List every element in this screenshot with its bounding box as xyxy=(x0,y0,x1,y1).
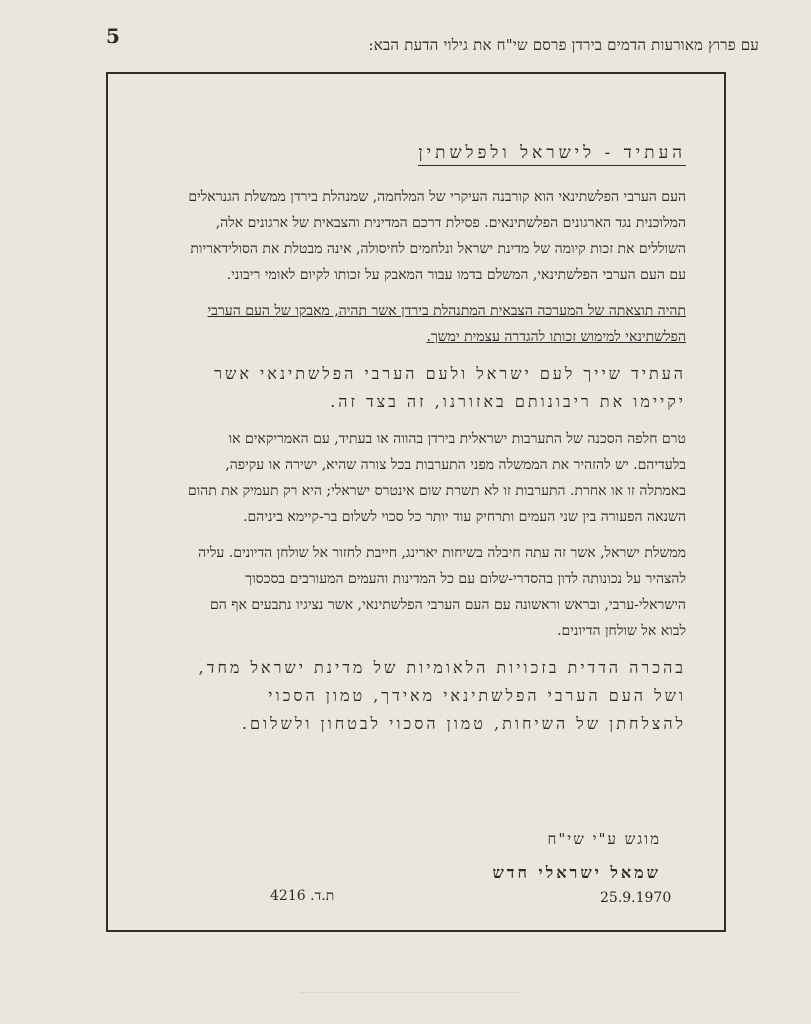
title-text: העתיד - לישראל ולפלשתין xyxy=(418,143,686,166)
signature-block xyxy=(492,830,661,883)
bleed-through-mark xyxy=(300,992,520,1003)
paragraph-1: העם הערבי הפלשתינאי הוא קורבנה העיקרי של המלחמה, שמנהלת בירדן ממשלת הגנראלים המלוכנית נגד הארגונים הפלשתינאים. פסילת דרכם המדינית והצבאית של ארגונים אלה, השוללים את זכות קיומה של מדינת ישראל ונלחמים לחיסולה, אינה מבטלת את הסולידאריות עם העם הערבי הפלשתינאי, המשלם בדמו עבור המאבק על זכותו לקיום לאומי ריבוני. xyxy=(188,189,686,283)
document-content xyxy=(186,140,686,748)
header-line: עם פרוץ מאורעות הדמים בירדן פרסם שי"ח את גילוי הדעת הבא: xyxy=(368,36,759,54)
paragraph-4: טרם חלפה הסכנה של התערבות ישראלית בירדן בהווה או בעתיד, עם האמריקאים או בלעדיהם. יש להזהיר את הממשלה מפני התערבות בכל צורה שהיא, ישירה או עקיפה, באמתלה זו או אחרת. התערבות זו לא תשרת שום אינטרס ישראלי; היא רק תעמיק את תהום השנאה הפעורה בין שני העמים ותרחיק עוד יותר כל סכוי לשלום בר-קיימא ביניהם. xyxy=(187,431,686,525)
signature-date: 25.9.1970 xyxy=(600,890,672,906)
paragraph-3: העתיד שייך לעם ישראל ולעם הערבי הפלשתינאי אשר יקיימו את ריבונותם באזורנו, זה בצד זה. xyxy=(214,364,686,411)
paragraph-5: ממשלת ישראל, אשר זה עתה חיבלה בשיחות יארינג, חייבת לחזור אל שולחן הדיונים. עליה להצהיר על נכונותה לדון בהסדרי-שלום עם כל המדינות והעמים המעורבים בסכסוך הישראלי-ערבי, ובראש וראשונה עם העם הערבי הפלשתינאי, אשר נציגיו נתבעים אף הם לבוא אל שולחן הדיונים. xyxy=(198,545,686,639)
paragraph-2: תהיה תוצאתה של המערכה הצבאית המתנהלת בירדן אשר תהיה, מאבקו של העם הערבי הפלשתינאי למימוש זכותו להגדרה עצמית ימשך. xyxy=(207,303,686,345)
document-title xyxy=(186,140,686,168)
signature-line-1: מוגש ע"י שי"ח xyxy=(547,830,661,848)
signature-line-2: שמאל ישראלי חדש xyxy=(492,863,661,882)
signature-number: ת.ד. 4216 xyxy=(270,888,335,904)
paragraph-6: בהכרה הדדית בזכויות הלאומיות של מדינת ישראל מחד, ושל העם הערבי הפלשתינאי מאידך, טמון הסכוי להצלחתן של השיחות, טמון הסכוי לבטחון ולשלום. xyxy=(198,658,686,733)
page-number: 5 xyxy=(106,24,120,48)
